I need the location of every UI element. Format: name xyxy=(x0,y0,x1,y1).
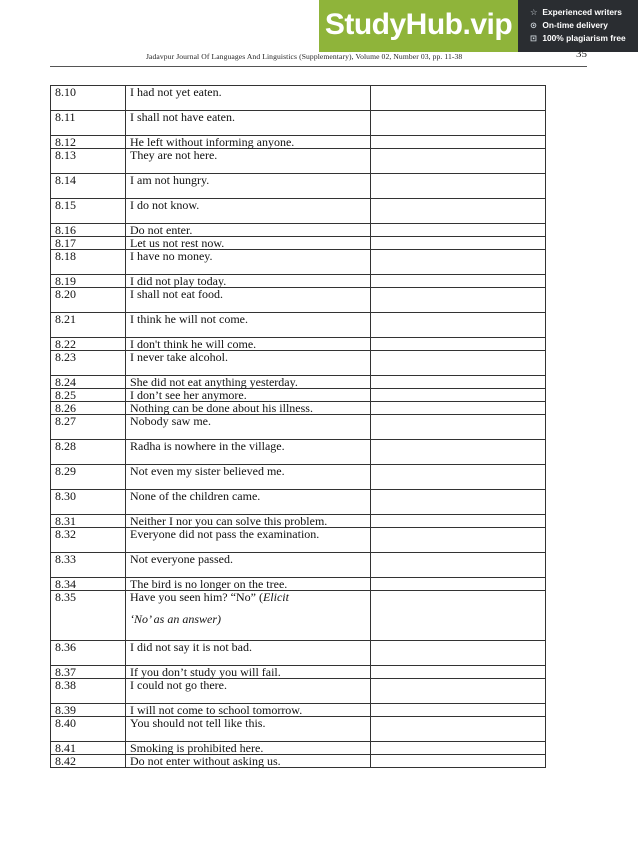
perks-list xyxy=(530,6,626,45)
table-row xyxy=(51,313,546,338)
row-sentence: I did not say it is not bad. xyxy=(126,641,371,666)
row-blank-cell xyxy=(371,86,546,111)
row-blank-cell xyxy=(371,591,546,641)
row-sentence: Not even my sister believed me. xyxy=(126,465,371,490)
row-number: 8.38 xyxy=(51,679,126,704)
header-rule xyxy=(50,66,587,67)
row-sentence: Do not enter without asking us. xyxy=(126,755,371,768)
table-row xyxy=(51,275,546,288)
row-blank-cell xyxy=(371,149,546,174)
row-blank-cell xyxy=(371,742,546,755)
row-blank-cell xyxy=(371,679,546,704)
perk-item xyxy=(530,32,626,45)
table-row xyxy=(51,515,546,528)
table-row xyxy=(51,415,546,440)
row-blank-cell xyxy=(371,578,546,591)
row-blank-cell xyxy=(371,415,546,440)
row-blank-cell xyxy=(371,224,546,237)
row-number: 8.39 xyxy=(51,704,126,717)
row-number: 8.10 xyxy=(51,86,126,111)
row-blank-cell xyxy=(371,313,546,338)
table-row xyxy=(51,338,546,351)
row-sentence: He left without informing anyone. xyxy=(126,136,371,149)
row-sentence: I do not know. xyxy=(126,199,371,224)
row-sentence: If you don’t study you will fail. xyxy=(126,666,371,679)
row-blank-cell xyxy=(371,199,546,224)
row-blank-cell xyxy=(371,515,546,528)
row-sentence: I had not yet eaten. xyxy=(126,86,371,111)
table-row xyxy=(51,174,546,199)
row-sentence: I will not come to school tomorrow. xyxy=(126,704,371,717)
row-blank-cell xyxy=(371,275,546,288)
row-blank-cell xyxy=(371,465,546,490)
row-number: 8.12 xyxy=(51,136,126,149)
row-number: 8.32 xyxy=(51,528,126,553)
table-row xyxy=(51,402,546,415)
row-number: 8.19 xyxy=(51,275,126,288)
page-number: 35 xyxy=(576,48,587,60)
row-blank-cell xyxy=(371,528,546,553)
row-sentence: Let us not rest now. xyxy=(126,237,371,250)
perk-label: 100% plagiarism free xyxy=(542,33,626,43)
row-blank-cell xyxy=(371,288,546,313)
row-blank-cell xyxy=(371,755,546,768)
row-number: 8.35 xyxy=(51,591,126,641)
running-head: Jadavpur Journal Of Languages And Linguistics (Supplementary), Volume 02, Number 03, pp. 11-38 xyxy=(146,52,463,61)
row-number: 8.11 xyxy=(51,111,126,136)
row-number: 8.34 xyxy=(51,578,126,591)
table-row xyxy=(51,553,546,578)
row-sentence: I don’t see her anymore. xyxy=(126,389,371,402)
table-row xyxy=(51,704,546,717)
row-number: 8.27 xyxy=(51,415,126,440)
row-sentence: I am not hungry. xyxy=(126,174,371,199)
table-row xyxy=(51,742,546,755)
row-blank-cell xyxy=(371,111,546,136)
row-number: 8.21 xyxy=(51,313,126,338)
table-row xyxy=(51,528,546,553)
table-row xyxy=(51,490,546,515)
row-sentence: The bird is no longer on the tree. xyxy=(126,578,371,591)
clock-icon: ⊙ xyxy=(530,20,538,30)
table-row xyxy=(51,641,546,666)
table-row xyxy=(51,199,546,224)
row-sentence: Everyone did not pass the examination. xyxy=(126,528,371,553)
star-icon: ☆ xyxy=(530,7,538,17)
brand-logo[interactable]: StudyHub.vip xyxy=(319,0,518,52)
row-sentence: I think he will not come. xyxy=(126,313,371,338)
row-sentence: Smoking is prohibited here. xyxy=(126,742,371,755)
row-number: 8.26 xyxy=(51,402,126,415)
row-sentence: They are not here. xyxy=(126,149,371,174)
row-sentence: I shall not have eaten. xyxy=(126,111,371,136)
table-row xyxy=(51,717,546,742)
row-number: 8.23 xyxy=(51,351,126,376)
table-row xyxy=(51,86,546,111)
row-number: 8.18 xyxy=(51,250,126,275)
row-number: 8.25 xyxy=(51,389,126,402)
row-sentence: She did not eat anything yesterday. xyxy=(126,376,371,389)
row-number: 8.24 xyxy=(51,376,126,389)
row-blank-cell xyxy=(371,237,546,250)
table-row xyxy=(51,224,546,237)
row-blank-cell xyxy=(371,641,546,666)
table-row xyxy=(51,440,546,465)
row-blank-cell xyxy=(371,174,546,199)
row-sentence: I never take alcohol. xyxy=(126,351,371,376)
row-blank-cell xyxy=(371,376,546,389)
ad-banner[interactable] xyxy=(319,0,638,52)
table-row xyxy=(51,465,546,490)
row-sentence: Have you seen him? “No” (Elicit ‘No’ as an answer) xyxy=(126,591,371,641)
sentence-table xyxy=(50,85,546,768)
row-number: 8.41 xyxy=(51,742,126,755)
row-blank-cell xyxy=(371,704,546,717)
row-sentence: I have no money. xyxy=(126,250,371,275)
row-number: 8.13 xyxy=(51,149,126,174)
row-blank-cell xyxy=(371,666,546,679)
row-sentence: Radha is nowhere in the village. xyxy=(126,440,371,465)
table-row xyxy=(51,288,546,313)
table-row xyxy=(51,376,546,389)
row-sentence: Do not enter. xyxy=(126,224,371,237)
row-number: 8.29 xyxy=(51,465,126,490)
table-row xyxy=(51,237,546,250)
perk-label: On-time delivery xyxy=(542,20,608,30)
row-sentence: I don't think he will come. xyxy=(126,338,371,351)
row-blank-cell xyxy=(371,250,546,275)
table-row xyxy=(51,136,546,149)
row-number: 8.16 xyxy=(51,224,126,237)
row-sentence: Not everyone passed. xyxy=(126,553,371,578)
row-number: 8.28 xyxy=(51,440,126,465)
row-blank-cell xyxy=(371,553,546,578)
table-row xyxy=(51,591,546,641)
row-number: 8.33 xyxy=(51,553,126,578)
table-row xyxy=(51,666,546,679)
row-number: 8.20 xyxy=(51,288,126,313)
row-number: 8.15 xyxy=(51,199,126,224)
row-number: 8.31 xyxy=(51,515,126,528)
row-sentence: Neither I nor you can solve this problem. xyxy=(126,515,371,528)
perk-item xyxy=(530,6,626,19)
row-sentence: I could not go there. xyxy=(126,679,371,704)
row-blank-cell xyxy=(371,351,546,376)
row-sentence: Nothing can be done about his illness. xyxy=(126,402,371,415)
perk-item xyxy=(530,19,626,32)
table-row xyxy=(51,111,546,136)
row-blank-cell xyxy=(371,490,546,515)
row-sentence: Nobody saw me. xyxy=(126,415,371,440)
row-sentence: I did not play today. xyxy=(126,275,371,288)
table-row xyxy=(51,389,546,402)
table-row xyxy=(51,149,546,174)
badge-icon: ⊡ xyxy=(530,33,538,43)
row-sentence: You should not tell like this. xyxy=(126,717,371,742)
row-blank-cell xyxy=(371,338,546,351)
row-blank-cell xyxy=(371,440,546,465)
row-blank-cell xyxy=(371,136,546,149)
table-row xyxy=(51,578,546,591)
row-blank-cell xyxy=(371,402,546,415)
row-number: 8.36 xyxy=(51,641,126,666)
row-number: 8.30 xyxy=(51,490,126,515)
table-row xyxy=(51,755,546,768)
row-number: 8.37 xyxy=(51,666,126,679)
row-blank-cell xyxy=(371,389,546,402)
row-number: 8.40 xyxy=(51,717,126,742)
table-row xyxy=(51,250,546,275)
table-row xyxy=(51,679,546,704)
row-number: 8.42 xyxy=(51,755,126,768)
row-sentence: None of the children came. xyxy=(126,490,371,515)
row-blank-cell xyxy=(371,717,546,742)
perk-label: Experienced writers xyxy=(542,7,622,17)
row-sentence: I shall not eat food. xyxy=(126,288,371,313)
row-number: 8.14 xyxy=(51,174,126,199)
row-number: 8.22 xyxy=(51,338,126,351)
row-number: 8.17 xyxy=(51,237,126,250)
table-row xyxy=(51,351,546,376)
